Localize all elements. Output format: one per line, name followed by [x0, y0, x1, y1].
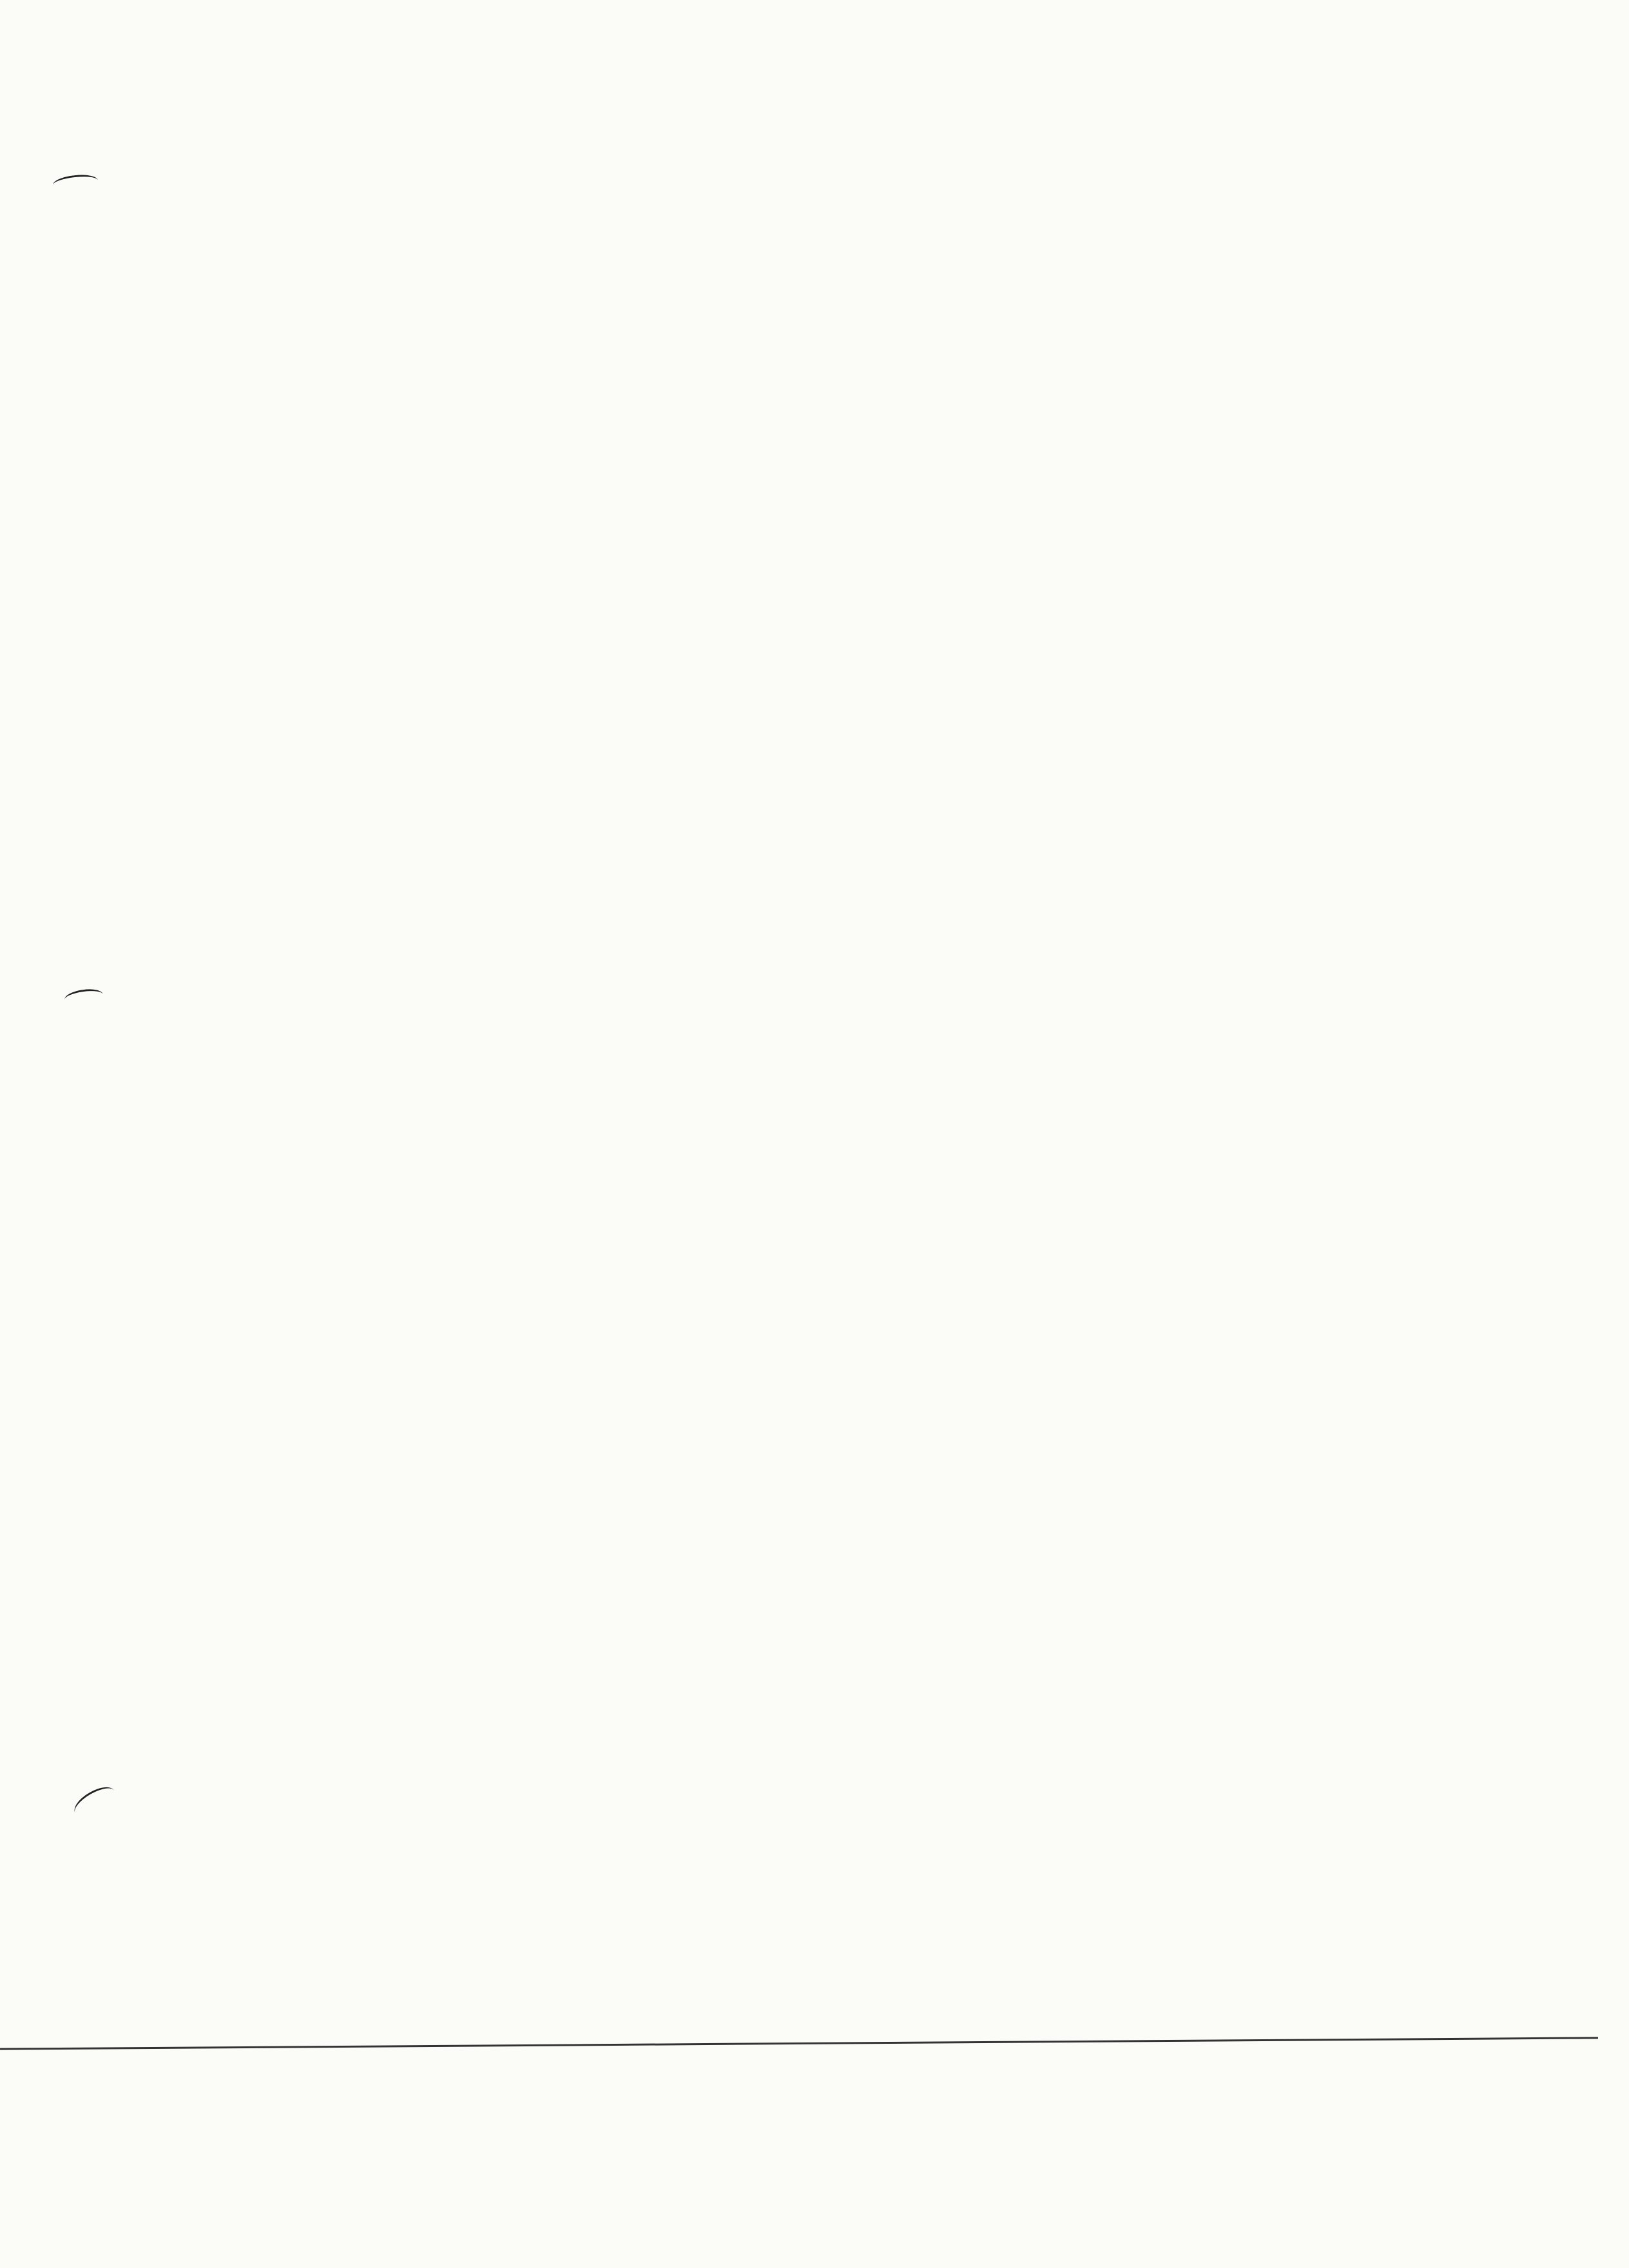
margin-mark [70, 1782, 119, 1823]
margin-mark [64, 987, 104, 1007]
margin-mark [52, 173, 99, 192]
bottom-rule [0, 2037, 1598, 2050]
